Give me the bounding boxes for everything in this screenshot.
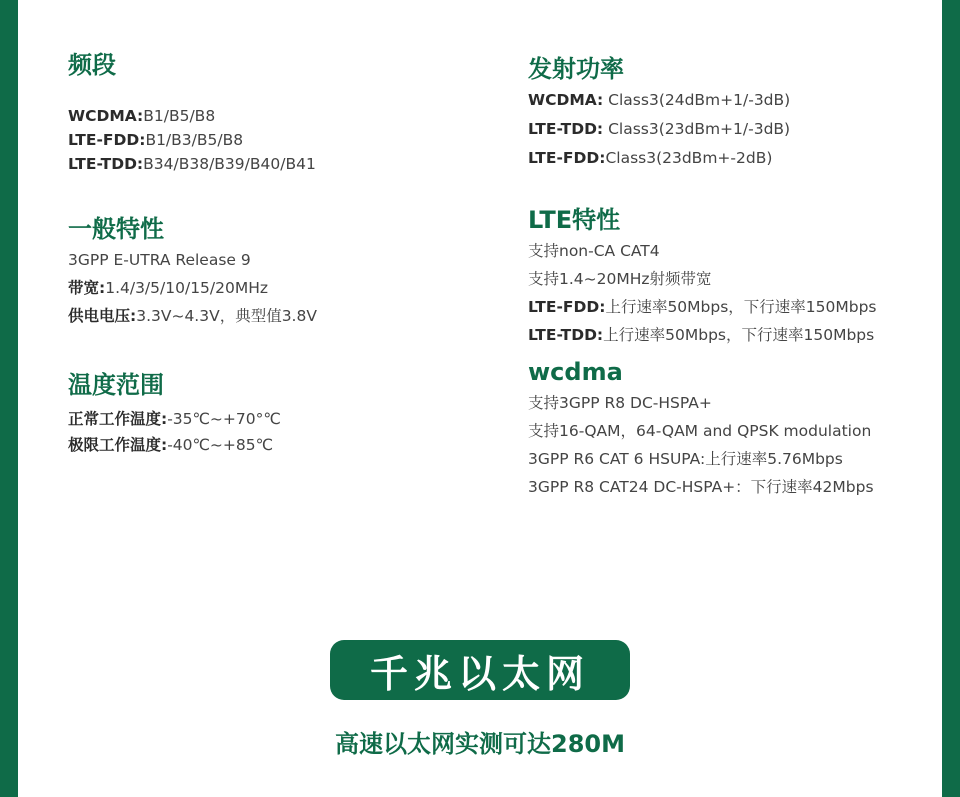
section-title: 发射功率 [528, 55, 624, 83]
spec-line [68, 432, 468, 458]
speed-tagline: 高速以太网实测可达280M [335, 730, 625, 758]
spec-value: 上行速率50Mbps，下行速率150Mbps [605, 298, 877, 316]
spec-value: 3.3V~4.3V，典型值3.8V [136, 307, 317, 325]
section-temperature [68, 368, 468, 458]
spec-line [528, 445, 938, 473]
spec-key: LTE-FDD: [68, 131, 146, 149]
spec-key: 供电电压: [68, 307, 137, 325]
spec-key: WCDMA: [528, 91, 604, 109]
section-power [528, 52, 938, 173]
spec-line [528, 86, 938, 115]
section-wcdma [528, 355, 938, 501]
spec-value: B1/B5/B8 [143, 107, 216, 125]
spec-line [68, 246, 468, 274]
spec-line [68, 302, 468, 330]
spec-key: LTE-TDD: [528, 326, 604, 344]
spec-value: 3GPP E-UTRA Release 9 [68, 251, 251, 269]
section-title: 温度范围 [68, 371, 164, 399]
spec-value: B34/B38/B39/B40/B41 [143, 155, 316, 173]
spec-line [528, 115, 938, 144]
spec-line [68, 274, 468, 302]
spec-line [528, 293, 938, 321]
section-title: 一般特性 [68, 215, 164, 243]
spec-line [528, 389, 938, 417]
spec-line [528, 321, 938, 349]
left-column [68, 48, 468, 458]
left-edge-bar [0, 0, 18, 797]
spec-key: LTE-TDD: [68, 155, 144, 173]
spec-line [528, 144, 938, 173]
spec-value: -35℃~+70°℃ [167, 410, 281, 428]
spec-value: Class3(23dBm+1/-3dB) [603, 120, 791, 138]
spec-key: LTE-FDD: [528, 298, 606, 316]
right-column [528, 52, 938, 501]
spec-line [528, 473, 938, 501]
spec-line [528, 265, 938, 293]
section-title: 频段 [68, 51, 116, 79]
spec-key: 带宽: [68, 279, 106, 297]
spec-key: LTE-TDD: [528, 120, 604, 138]
spec-value: 1.4/3/5/10/15/20MHz [105, 279, 269, 297]
section-general [68, 212, 468, 330]
spec-line [68, 406, 468, 432]
spec-value: 支持16-QAM，64-QAM and QPSK modulation [528, 422, 872, 440]
spec-value: 支持1.4~20MHz射频带宽 [528, 270, 712, 288]
spec-value: B1/B3/B5/B8 [145, 131, 244, 149]
section-title: LTE特性 [528, 206, 621, 234]
spec-value: 上行速率50Mbps，下行速率150Mbps [603, 326, 875, 344]
spec-value: 3GPP R8 CAT24 DC-HSPA+：下行速率42Mbps [528, 478, 874, 496]
section-title: wcdma [528, 358, 623, 386]
spec-line [528, 417, 938, 445]
spec-value: 3GPP R6 CAT 6 HSUPA:上行速率5.76Mbps [528, 450, 843, 468]
spec-value: 支持non-CA CAT4 [528, 242, 660, 260]
gigabit-ethernet-banner [330, 640, 630, 700]
spec-key: WCDMA: [68, 107, 144, 125]
spec-value: -40℃~+85℃ [167, 436, 274, 454]
spec-line [68, 128, 468, 152]
spec-line [68, 152, 468, 176]
spec-value: Class3(24dBm+1/-3dB) [603, 91, 791, 109]
spec-key: LTE-FDD: [528, 149, 606, 167]
section-lte [528, 203, 938, 349]
spec-line [68, 104, 468, 128]
banner-label: 千兆以太网 [369, 651, 590, 696]
right-edge-bar [942, 0, 960, 797]
spec-line [528, 237, 938, 265]
section-bands [68, 48, 468, 176]
spec-value: Class3(23dBm+-2dB) [605, 149, 773, 167]
spec-key: 正常工作温度: [68, 410, 168, 428]
spec-key: 极限工作温度: [68, 436, 168, 454]
spec-value: 支持3GPP R8 DC-HSPA+ [528, 394, 712, 412]
